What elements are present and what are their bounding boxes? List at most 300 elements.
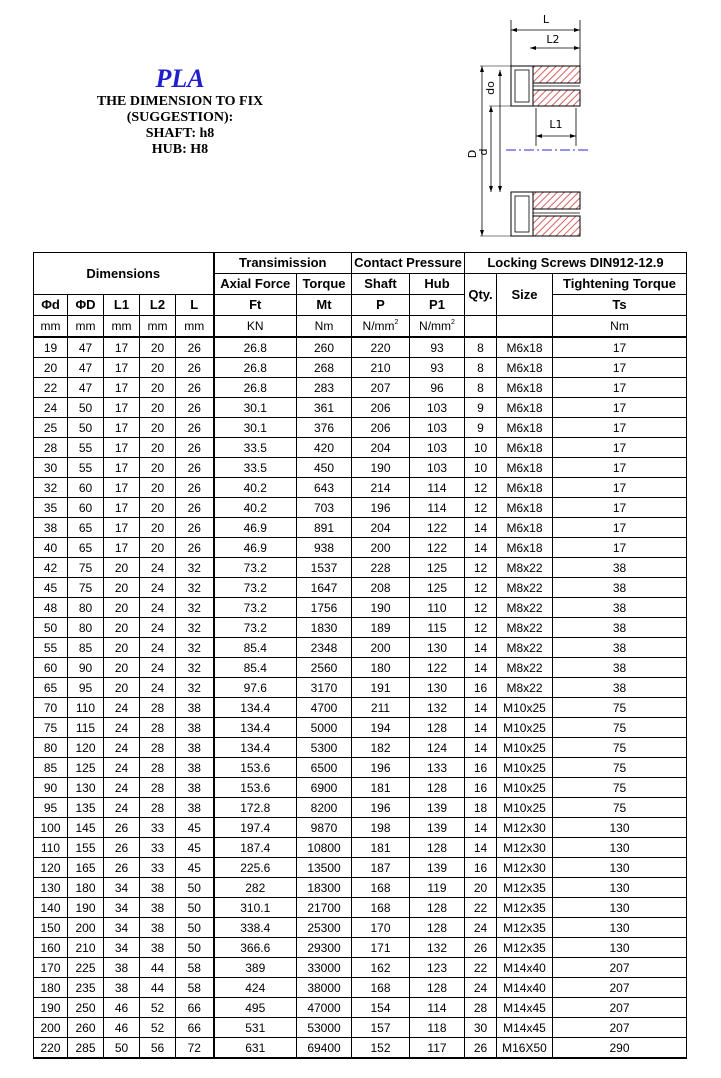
cell-shaft-diameter: 38 [34, 518, 68, 538]
column-l2: L2 [140, 295, 176, 316]
cell-shaft-diameter: 42 [34, 558, 68, 578]
cell-l2: 28 [140, 758, 176, 778]
cell-screw-size: M6x18 [497, 538, 553, 558]
cell-l2: 44 [140, 978, 176, 998]
cell-l2: 28 [140, 698, 176, 718]
cell-shaft-diameter: 60 [34, 658, 68, 678]
cell-torque: 13500 [297, 858, 352, 878]
cell-axial-force: 26.8 [214, 337, 297, 358]
cell-screw-size: M10x25 [497, 698, 553, 718]
cell-screw-qty: 9 [465, 418, 497, 438]
cell-torque: 21700 [297, 898, 352, 918]
cell-l2: 44 [140, 958, 176, 978]
cell-shaft-diameter: 180 [34, 978, 68, 998]
cell-l1: 34 [104, 878, 140, 898]
cell-tightening-torque: 130 [553, 918, 687, 938]
cell-torque: 1830 [297, 618, 352, 638]
cell-shaft-diameter: 35 [34, 498, 68, 518]
cell-shaft-diameter: 40 [34, 538, 68, 558]
hub-tolerance: HUB: H8 [151, 142, 209, 157]
cell-l: 50 [176, 878, 214, 898]
label-L: L [542, 13, 550, 26]
table-row [34, 718, 687, 738]
cell-axial-force: 40.2 [214, 478, 297, 498]
cell-hub-pressure: 110 [410, 598, 465, 618]
group-locking-screws: Locking Screws DIN912-12.9 [465, 253, 687, 274]
cell-outer-diameter: 65 [68, 538, 104, 558]
cell-axial-force: 153.6 [214, 758, 297, 778]
cell-shaft-pressure: 189 [352, 618, 410, 638]
cell-tightening-torque: 38 [553, 678, 687, 698]
cell-axial-force: 225.6 [214, 858, 297, 878]
cell-shaft-diameter: 25 [34, 418, 68, 438]
cell-screw-qty: 8 [465, 358, 497, 378]
cell-screw-qty: 22 [465, 898, 497, 918]
cell-hub-pressure: 103 [410, 458, 465, 478]
cell-l: 32 [176, 578, 214, 598]
cell-shaft-diameter: 48 [34, 598, 68, 618]
cell-axial-force: 26.8 [214, 358, 297, 378]
cell-screw-qty: 14 [465, 818, 497, 838]
cell-shaft-diameter: 32 [34, 478, 68, 498]
cell-l2: 24 [140, 678, 176, 698]
cell-shaft-pressure: 196 [352, 758, 410, 778]
table-row [34, 418, 687, 438]
cell-axial-force: 97.6 [214, 678, 297, 698]
cell-screw-size: M10x25 [497, 798, 553, 818]
cell-screw-size: M14x45 [497, 1018, 553, 1038]
unit-l1: mm [104, 316, 140, 338]
table-row [34, 898, 687, 918]
cell-shaft-pressure: 207 [352, 378, 410, 398]
cell-shaft-pressure: 168 [352, 878, 410, 898]
table-row [34, 758, 687, 778]
cell-screw-size: M12x30 [497, 838, 553, 858]
cell-l: 72 [176, 1038, 214, 1059]
cell-shaft-diameter: 90 [34, 778, 68, 798]
cell-screw-size: M8x22 [497, 598, 553, 618]
cell-l2: 20 [140, 538, 176, 558]
cell-torque: 6500 [297, 758, 352, 778]
cell-axial-force: 338.4 [214, 918, 297, 938]
unit-ft: KN [214, 316, 297, 338]
cell-shaft-diameter: 80 [34, 738, 68, 758]
cell-outer-diameter: 260 [68, 1018, 104, 1038]
cell-shaft-diameter: 30 [34, 458, 68, 478]
cell-axial-force: 366.6 [214, 938, 297, 958]
cell-l: 26 [176, 498, 214, 518]
cell-hub-pressure: 132 [410, 938, 465, 958]
label-L2: L2 [546, 33, 560, 46]
cell-hub-pressure: 128 [410, 978, 465, 998]
cell-l2: 24 [140, 638, 176, 658]
cell-tightening-torque: 207 [553, 978, 687, 998]
cell-tightening-torque: 75 [553, 718, 687, 738]
cell-shaft-pressure: 171 [352, 938, 410, 958]
cell-outer-diameter: 120 [68, 738, 104, 758]
table-row [34, 1018, 687, 1038]
dimension-L1 [536, 108, 576, 146]
cell-outer-diameter: 85 [68, 638, 104, 658]
cell-tightening-torque: 207 [553, 958, 687, 978]
cell-l: 26 [176, 337, 214, 358]
table-row [34, 678, 687, 698]
cell-shaft-diameter: 20 [34, 358, 68, 378]
cell-outer-diameter: 60 [68, 478, 104, 498]
cell-l: 66 [176, 1018, 214, 1038]
cell-l1: 17 [104, 518, 140, 538]
cell-torque: 450 [297, 458, 352, 478]
cell-tightening-torque: 130 [553, 838, 687, 858]
cell-l2: 52 [140, 1018, 176, 1038]
column-l1: L1 [104, 295, 140, 316]
cell-l: 45 [176, 858, 214, 878]
cell-outer-diameter: 235 [68, 978, 104, 998]
table-row [34, 738, 687, 758]
cell-tightening-torque: 38 [553, 598, 687, 618]
cell-l2: 33 [140, 838, 176, 858]
cell-screw-size: M6x18 [497, 418, 553, 438]
cell-screw-size: M12x35 [497, 898, 553, 918]
cell-l2: 20 [140, 378, 176, 398]
cell-axial-force: 73.2 [214, 558, 297, 578]
cell-screw-qty: 26 [465, 938, 497, 958]
cell-axial-force: 46.9 [214, 518, 297, 538]
cell-torque: 4700 [297, 698, 352, 718]
cell-shaft-diameter: 75 [34, 718, 68, 738]
cell-axial-force: 134.4 [214, 698, 297, 718]
cell-screw-qty: 14 [465, 658, 497, 678]
cell-shaft-diameter: 70 [34, 698, 68, 718]
cell-l1: 20 [104, 578, 140, 598]
cell-hub-pressure: 119 [410, 878, 465, 898]
cell-shaft-pressure: 206 [352, 398, 410, 418]
cell-shaft-diameter: 140 [34, 898, 68, 918]
cell-l: 26 [176, 478, 214, 498]
cell-shaft-pressure: 208 [352, 578, 410, 598]
unit-qty [465, 316, 497, 338]
product-name: PLA [155, 64, 205, 93]
cell-screw-qty: 14 [465, 838, 497, 858]
cell-hub-pressure: 114 [410, 998, 465, 1018]
cell-shaft-pressure: 214 [352, 478, 410, 498]
cell-shaft-pressure: 220 [352, 337, 410, 358]
cell-l1: 17 [104, 337, 140, 358]
cell-screw-size: M12x35 [497, 878, 553, 898]
cell-torque: 268 [297, 358, 352, 378]
cell-screw-qty: 14 [465, 538, 497, 558]
cell-axial-force: 40.2 [214, 498, 297, 518]
cell-shaft-pressure: 200 [352, 538, 410, 558]
cell-outer-diameter: 115 [68, 718, 104, 738]
title-block [40, 64, 320, 158]
cell-l2: 38 [140, 938, 176, 958]
cell-torque: 2348 [297, 638, 352, 658]
cell-screw-size: M6x18 [497, 378, 553, 398]
cell-torque: 5000 [297, 718, 352, 738]
cell-l: 26 [176, 438, 214, 458]
cell-shaft-pressure: 152 [352, 1038, 410, 1059]
cell-torque: 1647 [297, 578, 352, 598]
cell-l2: 20 [140, 337, 176, 358]
table-row [34, 698, 687, 718]
label-do: do [484, 81, 497, 95]
cell-axial-force: 26.8 [214, 378, 297, 398]
cell-torque: 260 [297, 337, 352, 358]
cell-shaft-pressure: 198 [352, 818, 410, 838]
table-body [34, 337, 687, 1058]
cell-tightening-torque: 17 [553, 498, 687, 518]
cell-axial-force: 531 [214, 1018, 297, 1038]
label-D: D [466, 149, 479, 159]
cell-axial-force: 187.4 [214, 838, 297, 858]
cell-screw-qty: 12 [465, 578, 497, 598]
cell-shaft-pressure: 157 [352, 1018, 410, 1038]
table-row [34, 638, 687, 658]
unit-mt: Nm [297, 316, 352, 338]
cell-screw-size: M6x18 [497, 458, 553, 478]
cell-tightening-torque: 290 [553, 1038, 687, 1059]
cell-screw-size: M6x18 [497, 358, 553, 378]
column-p: P [352, 295, 410, 316]
cell-l: 32 [176, 598, 214, 618]
cell-hub-pressure: 128 [410, 778, 465, 798]
cell-screw-qty: 24 [465, 978, 497, 998]
cell-axial-force: 424 [214, 978, 297, 998]
cell-hub-pressure: 122 [410, 518, 465, 538]
cell-screw-size: M6x18 [497, 498, 553, 518]
cell-hub-pressure: 122 [410, 538, 465, 558]
cell-tightening-torque: 75 [553, 698, 687, 718]
shaft-tolerance: SHAFT: h8 [145, 126, 215, 141]
cell-tightening-torque: 130 [553, 898, 687, 918]
cell-screw-size: M10x25 [497, 718, 553, 738]
cell-l2: 28 [140, 718, 176, 738]
table-row [34, 958, 687, 978]
cell-outer-diameter: 165 [68, 858, 104, 878]
cell-screw-qty: 10 [465, 438, 497, 458]
column-shaft-diameter: Φd [34, 295, 68, 316]
cell-l: 45 [176, 838, 214, 858]
cell-outer-diameter: 90 [68, 658, 104, 678]
cell-l1: 38 [104, 958, 140, 978]
cell-shaft-pressure: 194 [352, 718, 410, 738]
cell-torque: 69400 [297, 1038, 352, 1059]
cell-tightening-torque: 38 [553, 638, 687, 658]
cell-l1: 50 [104, 1038, 140, 1059]
cell-l: 26 [176, 538, 214, 558]
table-row [34, 378, 687, 398]
upper-section [511, 66, 580, 106]
cell-screw-qty: 16 [465, 778, 497, 798]
cell-hub-pressure: 122 [410, 658, 465, 678]
cell-shaft-pressure: 170 [352, 918, 410, 938]
cell-tightening-torque: 130 [553, 818, 687, 838]
cell-l2: 20 [140, 498, 176, 518]
cell-axial-force: 153.6 [214, 778, 297, 798]
cell-l: 26 [176, 458, 214, 478]
cell-outer-diameter: 110 [68, 698, 104, 718]
cell-hub-pressure: 132 [410, 698, 465, 718]
cell-hub-pressure: 133 [410, 758, 465, 778]
cell-tightening-torque: 130 [553, 878, 687, 898]
column-mt: Mt [297, 295, 352, 316]
table-row [34, 858, 687, 878]
cell-torque: 9870 [297, 818, 352, 838]
cell-l1: 38 [104, 978, 140, 998]
cell-l2: 24 [140, 658, 176, 678]
cell-screw-size: M6x18 [497, 337, 553, 358]
cell-shaft-pressure: 182 [352, 738, 410, 758]
table-row [34, 658, 687, 678]
cell-screw-qty: 14 [465, 738, 497, 758]
table-row [34, 618, 687, 638]
table-row [34, 938, 687, 958]
cell-hub-pressure: 114 [410, 478, 465, 498]
cell-screw-size: M6x18 [497, 518, 553, 538]
cell-shaft-pressure: 200 [352, 638, 410, 658]
cell-screw-size: M8x22 [497, 618, 553, 638]
cell-tightening-torque: 38 [553, 618, 687, 638]
cell-tightening-torque: 17 [553, 378, 687, 398]
cell-l2: 28 [140, 798, 176, 818]
cell-l1: 24 [104, 698, 140, 718]
cell-outer-diameter: 47 [68, 358, 104, 378]
cell-screw-qty: 12 [465, 498, 497, 518]
cell-l: 66 [176, 998, 214, 1018]
cell-outer-diameter: 55 [68, 438, 104, 458]
cell-l1: 26 [104, 818, 140, 838]
unit-l: mm [176, 316, 214, 338]
cell-outer-diameter: 225 [68, 958, 104, 978]
table-row [34, 518, 687, 538]
cell-l1: 20 [104, 618, 140, 638]
cell-l2: 20 [140, 418, 176, 438]
cell-hub-pressure: 117 [410, 1038, 465, 1059]
cell-shaft-pressure: 181 [352, 778, 410, 798]
cell-outer-diameter: 285 [68, 1038, 104, 1059]
cell-shaft-diameter: 24 [34, 398, 68, 418]
cell-shaft-diameter: 28 [34, 438, 68, 458]
subheader-hub: Hub [410, 274, 465, 295]
cell-axial-force: 197.4 [214, 818, 297, 838]
cell-tightening-torque: 38 [553, 558, 687, 578]
specification-table [33, 252, 687, 1059]
cell-shaft-pressure: 162 [352, 958, 410, 978]
cell-l1: 20 [104, 558, 140, 578]
cell-shaft-diameter: 65 [34, 678, 68, 698]
cell-hub-pressure: 139 [410, 858, 465, 878]
cell-l1: 17 [104, 358, 140, 378]
cell-l: 58 [176, 978, 214, 998]
cell-torque: 6900 [297, 778, 352, 798]
table-row [34, 538, 687, 558]
cell-l2: 52 [140, 998, 176, 1018]
cell-torque: 376 [297, 418, 352, 438]
cell-screw-qty: 12 [465, 478, 497, 498]
cell-outer-diameter: 155 [68, 838, 104, 858]
table-row [34, 498, 687, 518]
cell-l2: 24 [140, 578, 176, 598]
subheader-axial-force: Axial Force [214, 274, 297, 295]
cell-l2: 38 [140, 918, 176, 938]
cell-tightening-torque: 38 [553, 658, 687, 678]
cell-l1: 17 [104, 498, 140, 518]
cell-hub-pressure: 123 [410, 958, 465, 978]
table-row [34, 438, 687, 458]
cell-shaft-pressure: 196 [352, 798, 410, 818]
lower-section [511, 192, 580, 236]
cell-l1: 24 [104, 798, 140, 818]
group-transmission: Transimission [214, 253, 352, 274]
column-size: Size [497, 274, 553, 316]
cell-screw-size: M6x18 [497, 478, 553, 498]
cell-screw-size: M6x18 [497, 398, 553, 418]
cell-outer-diameter: 130 [68, 778, 104, 798]
cell-hub-pressure: 128 [410, 718, 465, 738]
cell-screw-qty: 14 [465, 518, 497, 538]
cell-torque: 361 [297, 398, 352, 418]
cell-torque: 2560 [297, 658, 352, 678]
table-header [34, 253, 687, 338]
cell-l: 38 [176, 778, 214, 798]
cell-l1: 17 [104, 458, 140, 478]
cell-shaft-pressure: 187 [352, 858, 410, 878]
table-row [34, 818, 687, 838]
cell-tightening-torque: 75 [553, 758, 687, 778]
cell-shaft-diameter: 190 [34, 998, 68, 1018]
cell-torque: 47000 [297, 998, 352, 1018]
unit-l2: mm [140, 316, 176, 338]
cell-screw-qty: 12 [465, 558, 497, 578]
cell-shaft-diameter: 170 [34, 958, 68, 978]
cell-torque: 8200 [297, 798, 352, 818]
cell-axial-force: 282 [214, 878, 297, 898]
cell-screw-qty: 12 [465, 598, 497, 618]
cell-axial-force: 30.1 [214, 398, 297, 418]
cell-l1: 34 [104, 938, 140, 958]
cell-l1: 17 [104, 398, 140, 418]
cell-torque: 5300 [297, 738, 352, 758]
cell-l2: 56 [140, 1038, 176, 1059]
cell-tightening-torque: 17 [553, 358, 687, 378]
cell-axial-force: 33.5 [214, 438, 297, 458]
cell-hub-pressure: 130 [410, 638, 465, 658]
unit-ts: Nm [553, 316, 687, 338]
cell-screw-qty: 16 [465, 678, 497, 698]
cell-shaft-pressure: 211 [352, 698, 410, 718]
table-row [34, 398, 687, 418]
table-row [34, 1038, 687, 1059]
cell-axial-force: 85.4 [214, 638, 297, 658]
cell-shaft-diameter: 110 [34, 838, 68, 858]
cell-screw-qty: 20 [465, 878, 497, 898]
cell-l2: 33 [140, 818, 176, 838]
cell-l: 38 [176, 738, 214, 758]
cell-screw-qty: 22 [465, 958, 497, 978]
cell-hub-pressure: 139 [410, 818, 465, 838]
column-ft: Ft [214, 295, 297, 316]
cell-outer-diameter: 65 [68, 518, 104, 538]
cell-l2: 28 [140, 778, 176, 798]
cell-tightening-torque: 130 [553, 938, 687, 958]
cell-l: 32 [176, 558, 214, 578]
cell-hub-pressure: 130 [410, 678, 465, 698]
cell-l: 50 [176, 898, 214, 918]
cell-l1: 17 [104, 478, 140, 498]
cell-screw-qty: 8 [465, 378, 497, 398]
locking-assembly-drawing [460, 6, 620, 244]
